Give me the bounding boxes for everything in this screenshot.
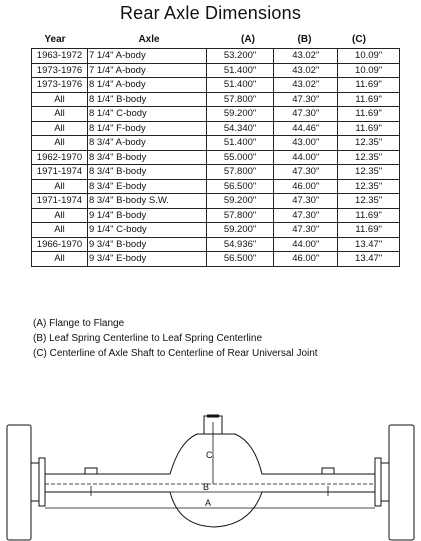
table-row — [32, 208, 400, 223]
cell-b: 43.02" — [274, 78, 338, 93]
cell-year: All — [32, 136, 88, 151]
table-row — [32, 92, 400, 107]
cell-b: 46.00" — [274, 252, 338, 267]
table-row — [32, 136, 400, 151]
cell-year: 1966-1970 — [32, 237, 88, 252]
cell-b: 43.02" — [274, 49, 338, 64]
table-row — [32, 237, 400, 252]
cell-axle: 8 1/4" A-body — [88, 78, 207, 93]
cell-c: 12.35" — [338, 194, 400, 209]
right-flange — [375, 458, 381, 506]
label-b: B — [203, 482, 210, 492]
cell-a: 59.200" — [206, 194, 273, 209]
table-row — [32, 179, 400, 194]
cell-a: 57.800" — [206, 165, 273, 180]
cell-c: 12.35" — [338, 179, 400, 194]
table-row — [32, 107, 400, 122]
cell-axle: 8 1/4" F-body — [88, 121, 207, 136]
cell-c: 13.47" — [338, 237, 400, 252]
cell-c: 10.09" — [338, 63, 400, 78]
left-flange — [39, 458, 45, 506]
table-row — [32, 78, 400, 93]
cell-c: 13.47" — [338, 252, 400, 267]
cell-a: 51.400" — [206, 136, 273, 151]
table-row — [32, 252, 400, 267]
header-c: (C) — [352, 34, 366, 45]
cell-b: 47.30" — [274, 208, 338, 223]
left-wheel — [7, 425, 31, 540]
label-c: C — [206, 450, 213, 460]
page-title: Rear Axle Dimensions — [119, 3, 302, 23]
cell-c: 11.69" — [338, 121, 400, 136]
cell-c: 10.09" — [338, 49, 400, 64]
cell-year: All — [32, 223, 88, 238]
cell-a: 59.200" — [206, 107, 273, 122]
cell-year: All — [32, 107, 88, 122]
cell-a: 54.936" — [206, 237, 273, 252]
right-wheel — [389, 425, 414, 540]
cell-axle: 8 3/4" A-body — [88, 136, 207, 151]
cell-c: 11.69" — [338, 208, 400, 223]
label-a: A — [205, 498, 212, 508]
cell-c: 12.35" — [338, 165, 400, 180]
legend — [33, 316, 318, 361]
cell-a: 59.200" — [206, 223, 273, 238]
table-row — [32, 49, 400, 64]
left-brake-backing — [31, 463, 39, 501]
cell-year: 1973-1976 — [32, 78, 88, 93]
legend-b: (B) Leaf Spring Centerline to Leaf Spring Centerline — [33, 333, 263, 344]
cell-b: 43.02" — [274, 63, 338, 78]
right-brake-backing — [381, 463, 389, 501]
cell-year: All — [32, 121, 88, 136]
cell-axle: 9 3/4" E-body — [88, 252, 207, 267]
cell-b: 46.00" — [274, 179, 338, 194]
right-spring-pad — [322, 468, 334, 474]
cell-axle: 9 1/4" B-body — [88, 208, 207, 223]
axle-diagram — [0, 400, 421, 541]
cell-axle: 8 3/4" B-body — [88, 165, 207, 180]
cell-a: 51.400" — [206, 78, 273, 93]
table-row — [32, 194, 400, 209]
cell-b: 47.30" — [274, 194, 338, 209]
cell-axle: 8 1/4" B-body — [88, 92, 207, 107]
cell-b: 43.00" — [274, 136, 338, 151]
cell-b: 47.30" — [274, 107, 338, 122]
cell-year: All — [32, 92, 88, 107]
cell-b: 44.00" — [274, 150, 338, 165]
cell-c: 11.69" — [338, 223, 400, 238]
header-year: Year — [44, 34, 66, 45]
left-spring-pad — [85, 468, 97, 474]
cell-a: 53.200" — [206, 49, 273, 64]
table-header — [0, 34, 421, 48]
cell-year: 1971-1974 — [32, 165, 88, 180]
legend-c: (C) Centerline of Axle Shaft to Centerline of Rear Universal Joint — [33, 348, 318, 359]
table-row — [32, 150, 400, 165]
cell-year: 1963-1972 — [32, 49, 88, 64]
cell-a: 57.800" — [206, 208, 273, 223]
table-row — [32, 63, 400, 78]
cell-year: All — [32, 252, 88, 267]
cell-b: 47.30" — [274, 92, 338, 107]
cell-year: 1973-1976 — [32, 63, 88, 78]
cell-c: 11.69" — [338, 78, 400, 93]
cell-year: 1962-1970 — [32, 150, 88, 165]
cell-year: 1971-1974 — [32, 194, 88, 209]
cell-c: 11.69" — [338, 107, 400, 122]
cell-a: 51.400" — [206, 63, 273, 78]
legend-a: (A) Flange to Flange — [33, 318, 125, 329]
cell-b: 47.30" — [274, 165, 338, 180]
cell-a: 56.500" — [206, 179, 273, 194]
cell-axle: 7 1/4" A-body — [88, 63, 207, 78]
cell-c: 12.35" — [338, 136, 400, 151]
dimensions-table — [31, 48, 400, 267]
cell-axle: 9 3/4" B-body — [88, 237, 207, 252]
header-a: (A) — [241, 34, 255, 45]
table-row — [32, 121, 400, 136]
cell-c: 12.35" — [338, 150, 400, 165]
header-b: (B) — [297, 34, 312, 45]
cell-year: All — [32, 208, 88, 223]
axle-housing — [45, 434, 375, 527]
cell-b: 44.46" — [274, 121, 338, 136]
cell-a: 56.500" — [206, 252, 273, 267]
cell-axle: 7 1/4" A-body — [88, 49, 207, 64]
cell-a: 57.800" — [206, 92, 273, 107]
header-axle: Axle — [138, 34, 160, 45]
cell-year: All — [32, 179, 88, 194]
cell-axle: 8 3/4" E-body — [88, 179, 207, 194]
cell-axle: 8 1/4" C-body — [88, 107, 207, 122]
cell-a: 55.000" — [206, 150, 273, 165]
cell-c: 11.69" — [338, 92, 400, 107]
cell-axle: 9 1/4" C-body — [88, 223, 207, 238]
cell-b: 44.00" — [274, 237, 338, 252]
cell-axle: 8 3/4" B-body S.W. — [88, 194, 207, 209]
table-row — [32, 223, 400, 238]
cell-axle: 8 3/4" B-body — [88, 150, 207, 165]
table-row — [32, 165, 400, 180]
cell-a: 54.340" — [206, 121, 273, 136]
cell-b: 47.30" — [274, 223, 338, 238]
